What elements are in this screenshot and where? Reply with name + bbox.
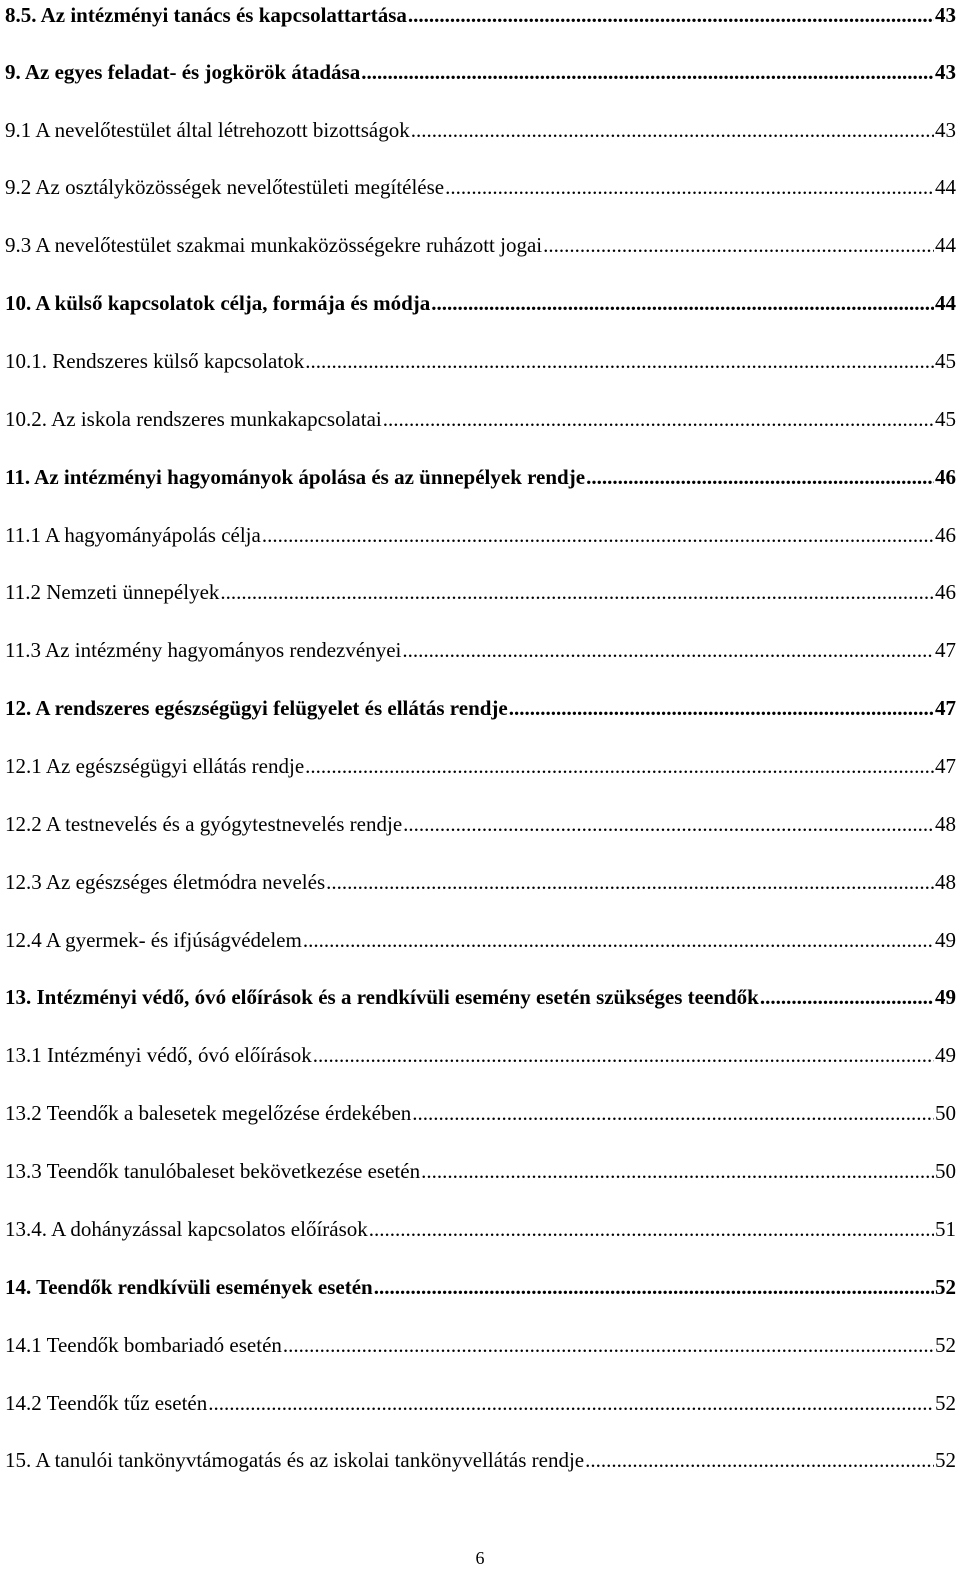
toc-entry[interactable] [5,0,956,30]
toc-dot-leader [326,867,934,897]
toc-entry[interactable] [5,346,956,376]
toc-entry-page: 44 [935,233,956,257]
toc-dot-leader [369,1214,934,1244]
toc-entry-title: 12.1 Az egészségügyi ellátás rendje [5,754,305,778]
toc-dot-leader [305,751,934,781]
toc-entry-page: 48 [935,870,956,894]
toc-entry-page: 52 [935,1333,956,1357]
toc-entry-title: 11.3 Az intézmény hagyományos rendezvényei [5,638,402,662]
toc-entry-title: 13.4. A dohányzással kapcsolatos előírások [5,1217,368,1241]
toc-entry[interactable] [5,462,956,492]
toc-entry-title: 8.5. Az intézményi tanács és kapcsolattartása [5,3,407,27]
toc-entry-title: 9.2 Az osztályközösségek nevelőtestületi megítélése [5,175,445,199]
toc-entry[interactable] [5,1388,956,1418]
toc-entry-page: 43 [935,3,956,27]
toc-entry-page: 47 [935,638,956,662]
toc-dot-leader [585,1445,934,1475]
toc-dot-leader [543,230,934,260]
toc-entry-title: 9.1 A nevelőtestület által létrehozott bizottságok [5,118,410,142]
toc-entry[interactable] [5,751,956,781]
toc-entry[interactable] [5,1156,956,1186]
toc-entry-title: 13.1 Intézményi védő, óvó előírások [5,1043,312,1067]
toc-dot-leader [313,1040,934,1070]
toc-entry-title: 14.2 Teendők tűz esetén [5,1391,208,1415]
toc-dot-leader [431,288,934,318]
toc-entry-page: 49 [935,985,956,1009]
toc-entry-title: 11. Az intézményi hagyományok ápolása és az ünnepélyek rendje [5,465,586,489]
toc-entry-page: 43 [935,60,956,84]
toc-entry-page: 43 [935,118,956,142]
toc-dot-leader [361,57,934,87]
toc-entry[interactable] [5,982,956,1012]
toc-dot-leader [408,0,934,30]
toc-entry-page: 50 [935,1101,956,1125]
toc-entry-title: 12.4 A gyermek- és ifjúságvédelem [5,928,302,952]
toc-entry-page: 46 [935,580,956,604]
toc-entry[interactable] [5,1214,956,1244]
toc-entry-page: 44 [935,291,956,315]
toc-entry-title: 13. Intézményi védő, óvó előírások és a rendkívüli esemény esetén szükséges teendők [5,985,759,1009]
toc-dot-leader [509,693,934,723]
toc-entry-page: 50 [935,1159,956,1183]
toc-entry-page: 45 [935,349,956,373]
toc-entry-title: 12. A rendszeres egészségügyi felügyelet és ellátás rendje [5,696,508,720]
toc-entry[interactable] [5,288,956,318]
toc-entry[interactable] [5,172,956,202]
toc-dot-leader [760,982,934,1012]
toc-entry-title: 12.3 Az egészséges életmódra nevelés [5,870,326,894]
toc-entry[interactable] [5,1098,956,1128]
toc-dot-leader [220,577,934,607]
toc-entry[interactable] [5,635,956,665]
toc-entry[interactable] [5,57,956,87]
toc-dot-leader [283,1330,934,1360]
toc-entry-page: 44 [935,175,956,199]
toc-dot-leader [412,1098,934,1128]
toc-entry-title: 15. A tanulói tankönyvtámogatás és az iskolai tankönyvellátás rendje [5,1448,585,1472]
toc-entry-page: 45 [935,407,956,431]
toc-entry-title: 13.2 Teendők a balesetek megelőzése érdekében [5,1101,412,1125]
page-number: 6 [475,1548,485,1568]
toc-dot-leader [208,1388,934,1418]
toc-dot-leader [421,1156,934,1186]
toc-entry[interactable] [5,925,956,955]
toc-entry-page: 49 [935,1043,956,1067]
toc-dot-leader [586,462,934,492]
toc-dot-leader [411,115,934,145]
toc-entry-title: 10.2. Az iskola rendszeres munkakapcsolatai [5,407,382,431]
toc-entry[interactable] [5,809,956,839]
toc-entry[interactable] [5,115,956,145]
toc-entry-title: 14. Teendők rendkívüli események esetén [5,1275,373,1299]
toc-dot-leader [305,346,934,376]
toc-dot-leader [402,635,934,665]
toc-entry-page: 51 [935,1217,956,1241]
toc-dot-leader [383,404,934,434]
toc-entry[interactable] [5,520,956,550]
toc-entry-page: 47 [935,696,956,720]
toc-entry[interactable] [5,693,956,723]
toc-entry-title: 13.3 Teendők tanulóbaleset bekövetkezése esetén [5,1159,421,1183]
toc-entry-page: 52 [935,1391,956,1415]
toc-dot-leader [403,809,934,839]
toc-entry[interactable] [5,1445,956,1475]
toc-entry[interactable] [5,1040,956,1070]
toc-entry-title: 9. Az egyes feladat- és jogkörök átadása [5,60,361,84]
toc-entry-page: 46 [935,523,956,547]
toc-entry[interactable] [5,404,956,434]
toc-entry-title: 11.1 A hagyományápolás célja [5,523,261,547]
toc-entry-title: 12.2 A testnevelés és a gyógytestnevelés rendje [5,812,403,836]
toc-entry-title: 10. A külső kapcsolatok célja, formája és módja [5,291,431,315]
toc-entry-page: 49 [935,928,956,952]
toc-dot-leader [445,172,934,202]
toc-dot-leader [262,520,934,550]
toc-entry-page: 52 [935,1275,956,1299]
toc-entry[interactable] [5,867,956,897]
toc-entry-title: 9.3 A nevelőtestület szakmai munkaközösségekre ruházott jogai [5,233,543,257]
toc-entry[interactable] [5,230,956,260]
toc-dot-leader [303,925,934,955]
toc-entry-page: 52 [935,1448,956,1472]
toc-entry-title: 11.2 Nemzeti ünnepélyek [5,580,220,604]
toc-entry-page: 46 [935,465,956,489]
toc-entry-page: 47 [935,754,956,778]
toc-entry-title: 10.1. Rendszeres külső kapcsolatok [5,349,305,373]
toc-entry-title: 14.1 Teendők bombariadó esetén [5,1333,282,1357]
toc-entry-page: 48 [935,812,956,836]
toc-entry[interactable] [5,1272,956,1302]
toc-entry[interactable] [5,577,956,607]
toc-dot-leader [374,1272,934,1302]
toc-entry[interactable] [5,1330,956,1360]
